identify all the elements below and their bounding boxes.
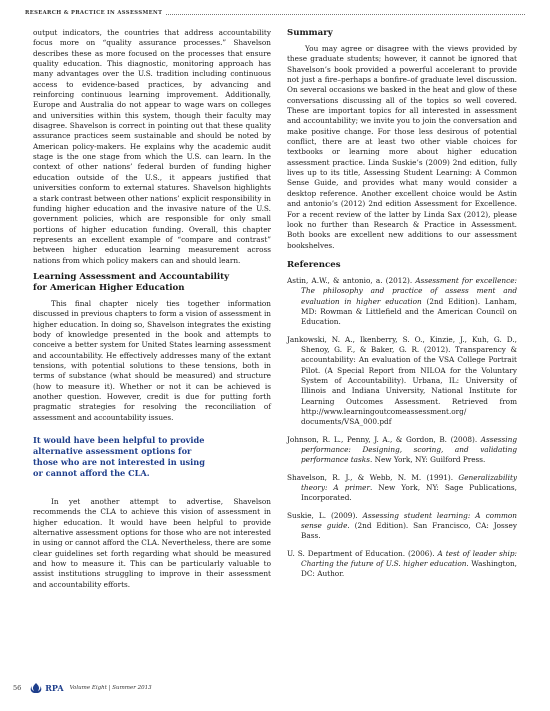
reference-details: . New York, NY: Sage Publications, Incorporated. xyxy=(301,483,517,503)
reference-authors: Jankowski, N. A., Ikenberry, S. O., Kinzie, J., Kuh, G. D., Shenoy, G. F., & Baker, G. R. (2012). Transparency & accountability: An evaluation of the VSA College Portrait Pilot. (A Special Report from NILOA for the Voluntary System of Accountability). Urbana, IL: University of Illinois and Indiana University, National Institute for Learning Outcomes Assessment. Retrieved from http://www.learningoutcomeassessment.org/ documents/VSA_000.pdf xyxy=(287,334,517,427)
body-paragraph: This final chapter nicely ties together information discussed in previous chapters to form a vision of assessment in higher education. In doing so, Shavelson integrates the existing body of knowledge presented in the book and attempts to conceive a better system for United States learning assessment and accountability. He effectively addresses many of the extant tensions, with potential solutions to these tensions, both in terms of substance (what should be measured) and structure (how to measure it). Whether or not it can be achieved is another question. However, credit is due for putting forth pragmatic strategies for resolving the reconciliation of assessment and accountability issues. xyxy=(33,298,271,422)
body-paragraph: output indicators, the countries that address accountability focus more on “quality assurance processes.” Shavelson describes these as more focused on the processes that ensure quality education. This diagnostic, monitoring approach has many advantages over the U.S. tradition including continuous access to evidence-based practices, by advancing and reinforcing continuous learning improvement. Additionally, Europe and Australia do not appear to wage wars on colleges and universities within this system, though their faculty may disagree. Shavelson is correct in pointing out that these quality assurance practices seem sustainable and should be noted by American policy-makers. He explains why the academic audit stage is the one stage from which the U.S. can learn. In the context of other nations’ federal burden of funding higher education outside of the U.S., it appears justified that universities conform to external statures. Shavelson highlights a stark contrast between other nations’ explicit responsibility in funding higher education and the invasive nature of the U.S. government policies, which are responsible for only small portions of higher education funding. Overall, this chapter represents an excellent example of “compare and contrast” between higher education learning measurement across nations from which policy makers can and should learn. xyxy=(33,28,271,265)
body-paragraph: In yet another attempt to advertise, Shavelson recommends the CLA to achieve this vision of assessment in higher education. It would have been helpful to provide alternative assessment options for those who are not interested in using or cannot afford the CLA. Nevertheless, there are some clear guidelines set forth regarding what should be measured and how to measure it. This can be particularly valuable to assist institutions struggling to improve in their assessment and accountability efforts. xyxy=(33,497,271,589)
reference-details: . New York, NY: Guilford Press. xyxy=(369,455,486,465)
summary-paragraph: You may agree or disagree with the views provided by these graduate students; however, it cannot be ignored that Shavelson’s book provided a powerful accelerant to provide not just a fire–perhaps a bonfire–of graduate level discussion. On several occasions we basked in the heat and glow of these conversations discussing all of the topics so well covered. These are important topics for all interested in assessment and accountability; we invite you to join the conversation and make positive change. For those less desirous of potential conflict, there are at least two other viable choices for textbooks or learning more about higher education assessment practice. Linda Suskie’s (2009) 2nd edition, fully lives up to its title, Assessing Student Learning: A Common Sense Guide, and provides what many would consider a desktop reference. Another excellent choice would be Astin and antonio’s (2012) 2nd edition Assessment for Excellence. For a recent review of the latter by Linda Sax (2012), please look no further than Research & Practice in Assessment. Both books are excellent new additions to our assessment bookshelves. xyxy=(287,44,517,250)
reference-details: . (2nd Edition). San Francisco, CA: Jossey Bass. xyxy=(301,521,517,541)
right-column xyxy=(287,28,517,580)
pull-quote-line: alternative assessment options for xyxy=(33,446,192,457)
reference-entry xyxy=(287,549,517,580)
running-head-rule xyxy=(166,13,525,15)
pull-quote-line: or cannot afford the CLA. xyxy=(33,468,150,479)
volume-info: Volume Eight | Summer 2013 xyxy=(69,685,152,691)
reference-entry xyxy=(287,335,517,428)
section-heading-line: for American Higher Education xyxy=(33,282,185,293)
reference-authors: Shavelson, R. J., & Webb, N. M. (1991). xyxy=(287,472,459,482)
reference-entry xyxy=(287,435,517,466)
running-head xyxy=(25,8,525,18)
references-list xyxy=(287,276,517,580)
reference-title: Generalizability theory: A primer xyxy=(301,472,517,493)
reference-entry xyxy=(287,276,517,328)
running-head-title: RESEARCH & PRACTICE IN ASSESSMENT xyxy=(25,10,163,16)
reference-details: (2nd Edition). Lanham, MD: Rowman & Littlefield and the American Council on Education. xyxy=(301,296,517,327)
journal-logo-text: RPA xyxy=(45,683,64,693)
rpa-flame-icon xyxy=(29,682,43,694)
summary-heading: Summary xyxy=(287,28,333,38)
reference-entry xyxy=(287,511,517,542)
references-heading: References xyxy=(287,259,341,270)
reference-details: . Washington, DC: Author. xyxy=(301,559,517,579)
reference-title: Assessment for excellence: The philosophy and practice of assess ment and evaluation in higher education xyxy=(301,275,517,306)
reference-authors: Johnson, R. L., Penny, J. A., & Gordon, B. (2008). xyxy=(287,434,481,444)
reference-title: Assessing student learning: A common sense guide xyxy=(301,510,517,531)
page-number: 56 xyxy=(13,684,22,692)
pull-quote-line: those who are not interested in using xyxy=(33,457,205,468)
reference-authors: Astin, A.W., & antonio, a. (2012). xyxy=(287,275,416,285)
page-footer xyxy=(13,681,152,695)
reference-authors: U. S. Department of Education. (2006). xyxy=(287,548,438,558)
left-column xyxy=(33,28,271,590)
reference-title: A test of leader ship: Charting the future of U.S. higher education xyxy=(301,548,517,569)
reference-authors: Suskie, L. (2009). xyxy=(287,510,363,520)
pull-quote-line: It would have been helpful to provide xyxy=(33,435,205,446)
section-heading-line: Learning Assessment and Accountability xyxy=(33,271,230,282)
journal-logo xyxy=(29,682,63,694)
pull-quote xyxy=(33,435,271,479)
reference-title: Assessing performance: Designing, scoring, and validating performance tasks xyxy=(301,434,517,465)
section-heading xyxy=(33,272,271,294)
reference-entry xyxy=(287,473,517,504)
